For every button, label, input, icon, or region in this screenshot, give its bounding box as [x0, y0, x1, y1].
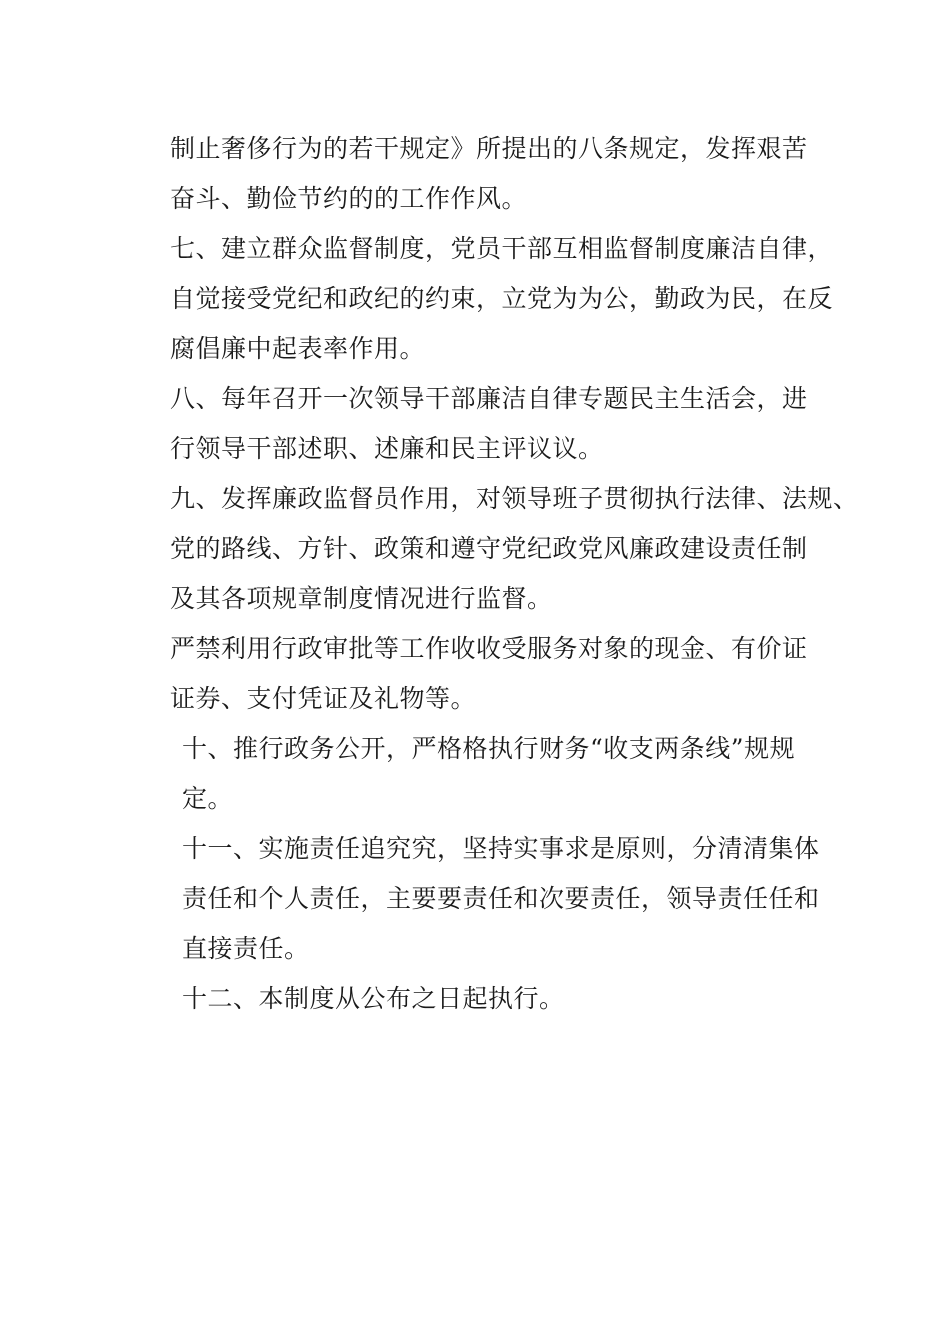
text-line: 制止奢侈行为的若干规定》所提出的八条规定，发挥艰苦 [170, 134, 808, 163]
text-line: 十、推行政务公开，严格格执行财务“收支两条线”规规 [182, 734, 796, 763]
text-line: 直接责任。 [182, 934, 310, 963]
text-line: 责任和个人责任，主要要责任和次要责任，领导责任任和 [182, 884, 820, 913]
text-line: 七、建立群众监督制度，党员干部互相监督制度廉洁自律， [170, 234, 834, 263]
text-line: 腐倡廉中起表率作用。 [170, 334, 426, 363]
text-line: 党的路线、方针、政策和遵守党纪政党风廉政建设责任制 [170, 534, 808, 563]
text-line: 十一、实施责任追究究，坚持实事求是原则，分清清集体 [182, 834, 820, 863]
text-line: 十二、本制度从公布之日起执行。 [182, 984, 565, 1013]
text-line: 严禁利用行政审批等工作收收受服务对象的现金、有价证 [170, 634, 808, 663]
text-line: 及其各项规章制度情况进行监督。 [170, 584, 553, 613]
text-line: 九、发挥廉政监督员作用，对领导班子贯彻执行法律、法规、 [170, 484, 859, 513]
text-line: 定。 [182, 784, 234, 813]
text-line: 奋斗、勤俭节约的的工作作风。 [170, 184, 528, 213]
text-line: 行领导干部述职、述廉和民主评议议。 [170, 434, 604, 463]
text-line: 证券、支付凭证及礼物等。 [170, 684, 477, 713]
text-line: 八、每年召开一次领导干部廉洁自律专题民主生活会，进 [170, 384, 808, 413]
text-line: 自觉接受党纪和政纪的约束，立党为为公，勤政为民，在反 [170, 284, 834, 313]
